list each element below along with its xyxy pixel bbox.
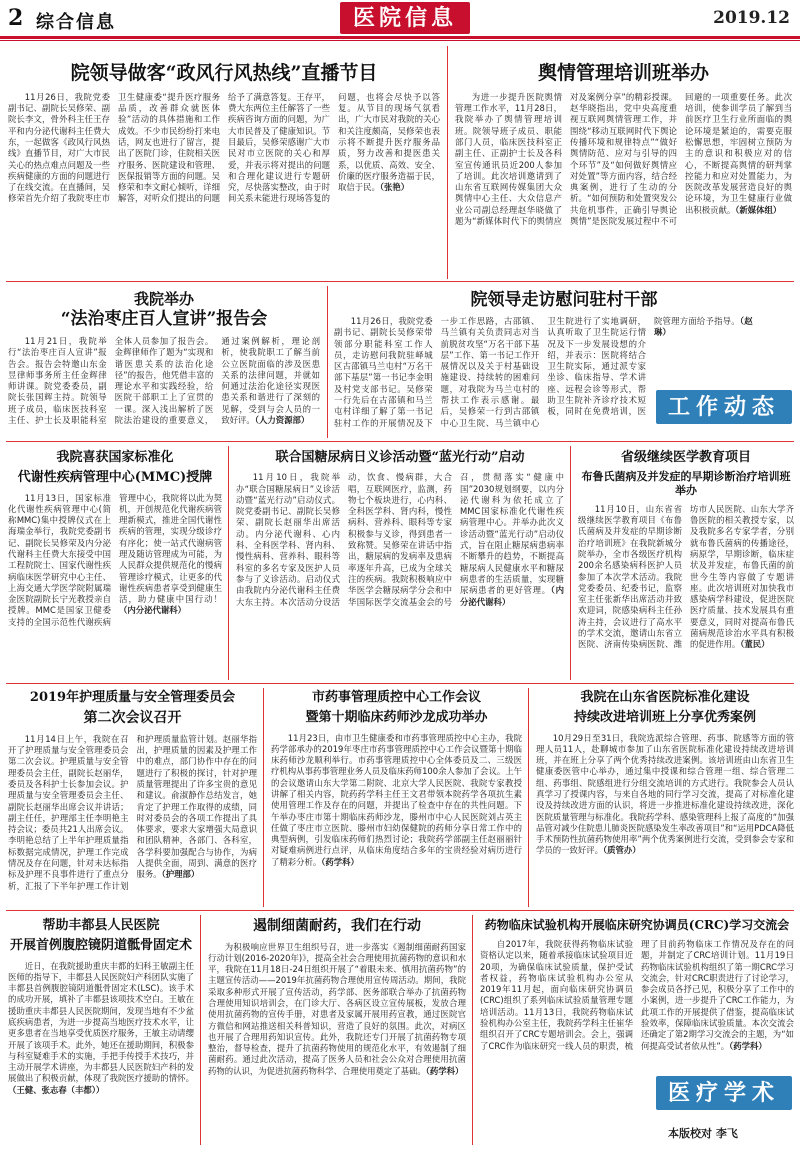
column-divider <box>447 46 448 279</box>
article-body <box>271 733 522 899</box>
header-rule <box>0 36 800 39</box>
article-title: 院领导走访慰问驻村干部 <box>470 290 658 310</box>
section-banner-work-dynamics: 工作动态 <box>656 390 792 424</box>
body-text: 11月23日，由市卫生健康委和市药事管理质控中心主办，我院药学部承办的2019年枣庄市药事管理质控中心工作会议暨第十期临床药师沙龙顺利举行。市药事管理质控中心全体委员及二、三级医疗机构从事药事管理业务人员及临床药师100余人参加了会议。上午的会议邀请山东大学第二附院、北京大学人民医院、我院专家教授讲解了相关内容，院药药学科主任王文君带领本院药学各项抗生素使用管理工作及存在的问题，并提出了检查中存在的共性问题。下午举办枣庄市第十期临床药师沙龙，滕州市中心人民医院刘占英主任做了枣庄市立医院、滕州市妇幼保健院的药师分享日常工作中的典型病例，引发临床药师们热烈讨论；我院药学部副主任赵丽丽针对疑难病例进行点评，从临床角度结合多年的宝贵经验对病历进行了精彩分析。 <box>271 732 522 867</box>
article-byline: （人力资源部） <box>254 415 310 426</box>
article-pharmacy-quality <box>271 690 522 906</box>
article-body <box>8 336 320 430</box>
column-divider <box>327 286 328 438</box>
article-byline: （王健、张志春（丰都）） <box>8 1084 105 1095</box>
column-divider <box>528 688 529 907</box>
article-title: 遏制细菌耐药，我们在行动 <box>253 918 421 934</box>
column-divider <box>472 915 473 1145</box>
article-title-line1: 我院举办 <box>133 290 194 308</box>
article-title: 联合国糖尿病日义诊活动暨“蓝光行动”启动 <box>275 450 525 465</box>
row-divider <box>6 910 794 911</box>
column-divider <box>200 915 201 1145</box>
article-crc-exchange <box>480 918 794 1068</box>
article-byline: （张艳） <box>379 182 410 193</box>
article-mmc-award <box>8 450 222 678</box>
article-byline: （赵琳） <box>653 316 753 338</box>
article-byline: （药学科） <box>321 856 359 867</box>
article-title-line2: 持续改进培训班上分享优秀案例 <box>573 710 756 726</box>
article-body <box>578 504 794 684</box>
column-divider <box>570 446 571 680</box>
body-text: 11月13日，国家标准化代谢性疾病管理中心(简称MMC)集中授牌仪式在上海瑞金举行，我院党委副书记、副院长吴修荣及内分泌代谢科主任费大东接受中国工程院院士、国家代谢性疾病临床医学研究中心主任、上海交通大学医学院附属瑞金医院副院长宁光教授亲自授牌。MMC是国家卫健委支持的全国示范性代谢疾病管理中心，我院将以此为契机，开创规范化代谢疾病管理新模式，推进全国代谢性疾病的管理，实现分级诊疗有序化；使一站式代谢病管理及随访管理成为可能，为人民群众提供规范化的慢病管理诊疗模式，让更多的代谢性疾病患者享受到健康生活，助力健康中国行动！ <box>8 492 222 627</box>
article-title-line1: 我院喜获国家标准化 <box>56 450 174 465</box>
column-divider <box>263 688 264 907</box>
body-text: 11月10日，我院举办“联合国糖尿病日”义诊活动暨“蓝光行动”启动仪式。院党委副书记、副院长吴修荣、副院长赵丽华出席活动。内分泌代谢科、心内科、全科医学科、肾内科、慢性病科、营养科、眼科等科室的多名专家及医护人员参与了义诊活动。启动仪式由我院内分泌代谢科主任费大东主持。本次活动分设活动，饮食、慢病群，大合唱，互联网医疗，监测，药物七个板块进行，心内科、全科医学科、肾内科，慢性病科、营养科、眼科等专家积极参与义诊，得到患者一致称赞。吴修荣在讲话中指出，糖尿病的发病率及患病率逐年升高，已成为全球关注的疾病。我院积极响应中华医学会糖尿病学分会和中华国际医学交流基金会的号召，贯彻落实“健康中国”2030规划纲要，以内分泌代谢科为依托成立了MMC国家标准化代谢性疾病管理中心。并举办此次义诊活动暨“蓝光行动”启动仪式，旨在阻止糖尿病患病率不断攀升的趋势，不断提高糖尿病人民健康水平和糖尿病患者的生活质量，实现糖尿病患者的更好管理。 <box>236 472 564 607</box>
body-text: 近日，在我院援助重庆丰都的妇科王敏副主任医师的指导下，丰都县人民医院妇产科团队实施了丰都县首例腹腔镜阴道骶骨固定术(LSC)。该手术的成功开展，填补了丰都县该项技术空白。王敏在援助重庆丰都县人民医院期间，发现当地有不少盆底疾病患者，为进一步提高当地医疗技术水平，让更多患者在当地享受优质医疗服务，王敏主动请缨开展了该项手术。此外，她还在援助期间，积极参与科室疑难手术的实施，手把手传授手术技巧，并主动开展学术讲座，为丰都县人民医院妇产科的发展做出了积极贡献，体现了我院医疗援助的情怀。 <box>8 960 194 1084</box>
article-body <box>236 472 564 672</box>
article-brucellosis-training <box>578 450 794 678</box>
proofreader-credit: 本版校对 李飞 <box>668 1127 738 1140</box>
article-opinion-training <box>455 62 792 276</box>
article-title-line2: 代谢性疾病管理中心(MMC)授牌 <box>17 470 213 486</box>
article-byline: （新媒体组） <box>735 204 782 215</box>
article-law-lecture <box>8 290 320 436</box>
article-fengdu-surgery <box>8 918 194 1146</box>
article-standardization-training <box>536 690 794 906</box>
section-name: 综合信息 <box>36 12 116 33</box>
article-title-line1: 2019年护理质量与安全管理委员会 <box>29 690 236 705</box>
article-byline: （内分泌代谢科） <box>119 605 186 616</box>
article-byline: （董民） <box>740 639 770 650</box>
body-text: 11月10日，山东省省级继续医学教育项目《布鲁氏菌病及并发症的早期诊断治疗培训班》在我院新城分院举办，全市各级医疗机构200余名感染病科医护人员参加了本次学术活动。我院党委委员、纪委书记，监察室主任张新华出席活动并致欢迎词，院感染病科主任孙涛主持，会议进行了高水平的学术交流，邀请山东省立医院、济南传染病医院、潍坊市人民医院、山东大学齐鲁医院的相关教授专家，以及我院多名专家学者，分别就布鲁氏菌病的传播途径，病原学，早期诊断，临床症状及并发症，布鲁氏菌的前世今生等内容做了专题讲座。此次培训班对加快我市感染病学科建设，促进医院医疗质量、技术发展具有重要意义，同时对提高布鲁氏菌病规范诊治水平具有积极的促进作用。 <box>578 503 794 650</box>
article-byline: （质管办） <box>603 845 641 856</box>
body-text: 为积极响应世界卫生组织号召，进一步落实《遏制细菌耐药国家行动计划(2016-2020年)》，提高全社会合理使用抗菌药物的意识和水平，我院在11月18日-24日组织开展了“着眼未来、慎用抗菌药物”的主题宣传活动——2019年抗菌药物合理使用宣传周活动。期间，我院采取多种形式开展了宣传活动，药学部、医务部联合举办了抗菌药物合理使用知识培训会，在门诊大厅、各病区设立宣传展板，发放合理使用抗菌药物的宣传手册，对患者及家属开展用药宣教，通过医院官方微信和网站推送相关科普知识，营造了良好的氛围。此次，对病区也开展了合理用药知识宣传。此外，我院还专门开展了抗菌药物专项整治，督导检查，提升了抗菌药物使用的规范化水平，有效遏制了细菌耐药。通过此次活动，提高了医务人员和社会公众对合理使用抗菌药物的认识，为促进抗菌药物科学、合理使用奠定了基础。 <box>208 941 466 1076</box>
article-body <box>480 939 794 1063</box>
body-text: 11月26日，我院党委副书记、副院长吴修荣带领部分职能科室工作人员，走访慰问我院驻峄城区古邵镇马兰屯村“万名干部下基层”第一书记李金明及村党支部书记。吴修荣一行先后在古邵镇和马兰屯村详细了解了第一书记驻村工作的开展情况及下一步工作思路，古邵镇、马兰镇有关负责同志对当前脱贫攻坚“万名干部下基层”工作、第一书记工作开展情况以及关于村基础设施建设、持续转的困难问题，对我院为马兰屯村的帮扶工作表示感谢。最后，吴修荣一行到古邵镇中心卫生院、马兰镇中心卫生院进行了实地调研，认真听取了卫生院运行情况及下一步发展设想的介绍，并表示：医院将结合卫生院实际，通过派专家坐诊、临床指导、学术讲座、远程会诊等形式，帮助卫生院补齐诊疗技术短板，同时在免费培训，医院管理方面给予指导。 <box>334 316 740 428</box>
body-text: 为进一步提升医院舆情管理工作水平，11月28日，我院举办了舆情管理培训班。院领导班子成员、职能部门人员，临床医技科室正副主任、正副护士长及各科室宣传通讯员近200人参加了培训。此次培训邀请到了山东省互联网传媒集团大众舆情中心主任、大众信息产业公司副总经理赵华晓做了题为“新媒体时代下的舆情应对及案例分享”的精彩授课。赵华晓指出，党中央高度重视互联网舆情管理工作，并围绕“移动互联网时代下舆论传播环境和规律特点”“做好舆情防范、应对与引导的四个环节”及“如何做好舆情应对处置”等方面内容，结合经典案例，进行了生动的分析。“如何预防和处置突发公共危机事件，正确引导舆论舆情”是医院发展过程中不可回避的一项重要任务。此次培训，使参训学员了解到当前医疗卫生行业所面临的舆论环境是紧迫的，需要克服松懈思想，牢固树立预防为主的意识和积极应对的信心，不断提高舆情的研判掌控能力和应对处置能力，为医院改革发展营造良好的舆论环境，为卫生健康行业做出积极贡献。 <box>455 91 792 227</box>
article-title-line2: “法治枣庄百人宣讲”报告会 <box>60 308 268 329</box>
article-title: 院领导做客“政风行风热线”直播节目 <box>70 62 378 84</box>
article-title-line2: 布鲁氏菌病及并发症的早期诊断治疗培训班举办 <box>581 470 791 497</box>
article-title-line1: 省级继续医学教育项目 <box>620 450 751 465</box>
body-text: 11月21日，我院举行“法治枣庄百人宣讲”报告会。报告会特邀山东金昱律师事务所主任金辉律师讲课。院党委委员，副院长张国辉主持。院领导班子成员，临床医技科室主任、护士长及职能科室全体人员参加了报告会。金辉律师作了题为“实现和谐医患关系的法治化途径”的报告，他凭借丰富的理论水平和实践经验，给医院干部职工上了宣贯的一课。深入浅出解析了医院法治建设的重要意义，通过案例解析，理论剖析，使我院职工了解当前公立医院面临的涉及医患关系的法律问题，并就如何通过法治化途径实现医患关系和谐进行了深刻的见解，受到与会人员的一致好评。 <box>8 336 320 426</box>
article-body <box>536 733 794 899</box>
article-body <box>8 92 440 268</box>
article-byline: （药学科） <box>729 1040 767 1051</box>
article-hotline-program <box>8 62 440 276</box>
body-text: 11月26日，我院党委副书记、副院长吴修荣、副院长李文，骨外科主任王存平和内分泌代谢科主任费大东，一起做客《政风行风热线》直播节目，对广大市民关心的热点难点问题及一些疾病健康的方面的问题进行了在线交流。在直播间，吴修荣首先介绍了我院枣庄市卫生健康委“提升医疗服务品质，改善群众就医体验”活动的具体措施和工作成效。不少市民纷纷打来电话，网友也进行了留言，提出了医院门诊，住院相关医疗服务、医院建设和管理、医保报销等方面的问题。吴修荣和李文耐心倾听，详细解答，对听众们提出的问题给予了满意答复。王存平，费大东两位主任解答了一些疾病咨询方面的问题，为广大市民普及了健康知识。节目最后，吴修荣感谢广大市民对市立医院的关心和厚爱，并表示将对提出的问题和合理化建议进行专题研究，尽快落实整改，由于时间关系未能进行现场答复的问题，也将会尽快予以答复。从节目的现场气氛看出，广大市民对我院的关心和关注度颇高，吴修荣也表示将不断提升医疗服务品质，努力改善和提医患关系，以优质、高效、安全、价廉的医疗服务造福于民，取信于民。 <box>8 91 440 204</box>
article-antibiotic-resistance <box>208 918 466 1146</box>
article-byline: （药学科） <box>425 1065 464 1076</box>
article-title-line2: 暨第十期临床药师沙龙成功举办 <box>305 710 488 726</box>
article-body <box>8 961 194 1139</box>
article-title: 药物临床试验机构开展临床研究协调员(CRC)学习交流会 <box>484 918 790 932</box>
newspaper-logo: 医院信息 <box>340 2 470 34</box>
article-body <box>8 734 257 900</box>
article-body <box>208 942 466 1138</box>
article-title-line1: 我院在山东省医院标准化建设 <box>580 690 750 705</box>
article-title: 舆情管理培训班举办 <box>537 62 709 84</box>
row-divider <box>6 441 794 442</box>
article-title-line1: 市药事管理质控中心工作会议 <box>311 690 481 705</box>
article-byline: （内分泌代谢科） <box>460 585 565 607</box>
article-title-line1: 帮助丰都县人民医院 <box>42 918 160 933</box>
article-byline: （护理部） <box>161 869 200 880</box>
column-divider <box>228 446 229 680</box>
article-body <box>455 92 792 268</box>
body-text: 11月14日上午，我院在召开了护理质量与安全管理委员会第二次会议。护理质量与安全管理委员会主任，副院长赵丽华，委员及各科护士长参加会议。护理质量与安全管理委员会主任、副院长赵丽华出席会议并讲话；副主任任，护理部主任李明艳主持会议；委员共21人出席会议。李明艳总结了上半年护理质量指标数据完成情况，护理工作完成情况及存在问题，针对未达标指标及护理不良事件进行了重点分析，汇报了下半年护理工作计划和护理质量监管计划。赵丽华指出，护理质量的因素及护理工作中的难点，部门协作中存在的问题进行了积极的探讨，针对护理质量管理提出了许多宝贵的意见和建议。俞淑静作总结发言，她肯定了护理工作取得的成绩，同时对委员会的各项工作提出了具体要求，要求大家增强大局意识和团队精神，各部门、各科室，各学科要加强配合与协作，为病人提供全面，周到、满意的医疗服务。 <box>8 733 257 891</box>
article-nursing-committee <box>8 690 257 906</box>
article-diabetes-day <box>236 450 564 678</box>
page-number: 2 <box>8 5 24 31</box>
issue-date: 2019.12 <box>713 8 790 28</box>
section-banner-medical-science: 医疗学术 <box>656 1076 792 1110</box>
body-text: 自2017年，我院获得药物临床试验资格认定以来，随着承接临床试验项目近20项，为确保临床试验质量，保护受试者权益，药物临床试验机构办公室从2019年11月起，面向临床研究协调员(CRC)组织了系列临床试验质量管理专题培训活动。11月13日，我院药物临床试验机构办公室主任，我院药学科主任崔华组织召开了CRC专题培训会。会上，强调了CRC作为临床研究一线人员的职责，梳理了目前药物临床工作情况及存在的问题，并制定了CRC培训计划。11月19日药物临床试验机构组织了第一期CRC学习交流会，针对CRC职责进行了讨论学习，参会成员各抒己见，积极分享了工作中的小案例，进一步提升了CRC工作能力，为此项工作的开展提供了借鉴，提高临床试验效率，保障临床试验质量。本次交流会还确定了第2期学习交流会的主题，为“如何提高受试者依从性”。 <box>480 939 794 1051</box>
header-rule-thin <box>0 40 800 41</box>
article-title-line2: 第二次会议召开 <box>83 710 182 727</box>
article-body <box>8 493 222 671</box>
masthead <box>0 0 800 40</box>
article-title-line2: 开展首例腹腔镜阴道骶骨固定术 <box>9 938 192 954</box>
body-text: 10月29日至31日，我院选派综合管理、药事、院感等方面的管理人员11人，赴聊城市参加了山东省医院标准化建设持续改进培训班，并在班上分享了两个优秀持续改进案例。该培训班由山东省卫生健康委医管中心举办，通过集中授课和综合管理一组、综合管理二组、药事组、院感组进行分组交流培训的方式进行。我院参会人员认真学习了授课内容，与来自各地的同行学习交流，提高了对标准化建设及持续改进方面的认识，将进一步推进标准化建设持续改进，深化医院质量管理与标准化。我院药学科、感染管理科上报了高度的“加强品管对减少住院患儿肺炎医院感染发生率改善项目”和“运用PDCA降低手术预防性抗菌药物使用率”两个优秀案例进行交流，受到参会专家和学员的一致好评。 <box>536 732 794 856</box>
row-divider <box>6 281 794 282</box>
